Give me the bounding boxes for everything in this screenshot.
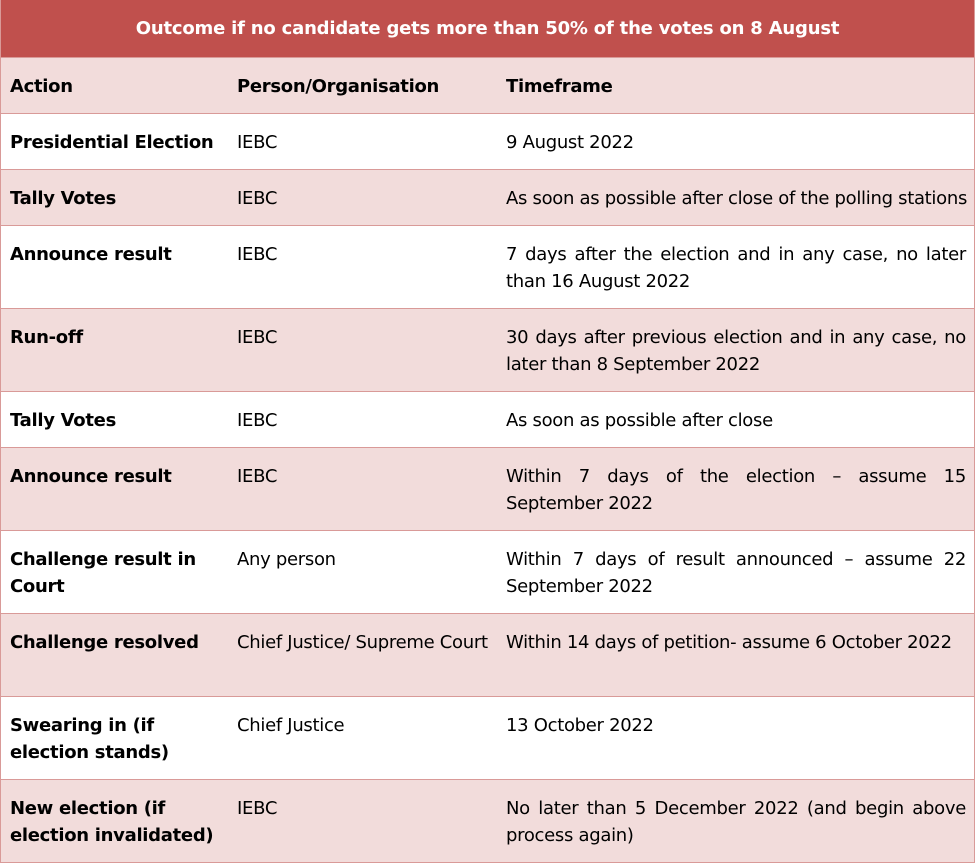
row-timeframe: No later than 5 December 2022 (and begin above process again) [506,798,966,846]
row-action: Run-off [10,327,83,348]
row-person: IEBC [237,132,278,153]
row-action: Announce result [10,466,172,487]
table-row [1,392,974,448]
row-timeframe: 30 days after previous election and in any case, no later than 8 September 2022 [506,327,966,375]
row-person: IEBC [237,410,278,431]
table-row [1,170,974,226]
row-action: Tally Votes [10,410,116,431]
header-person: Person/Organisation [237,76,440,97]
row-action: Tally Votes [10,188,116,209]
table-title: Outcome if no candidate gets more than 50% of the votes on 8 August [1,0,974,58]
row-person: IEBC [237,798,278,819]
row-timeframe: As soon as possible after close of the polling stations [506,188,968,209]
row-person: IEBC [237,188,278,209]
row-action: New election (if election invalidated) [10,798,214,846]
table-row [1,226,974,309]
row-person: Chief Justice/ Supreme Court [237,632,488,653]
row-person: IEBC [237,327,278,348]
row-action: Challenge result in Court [10,549,196,597]
header-action: Action [10,76,73,97]
row-timeframe: As soon as possible after close [506,410,773,431]
row-timeframe: Within 7 days of the election – assume 15 September 2022 [506,466,966,514]
table-header-row [1,58,974,114]
header-timeframe: Timeframe [506,76,613,97]
table-row [1,114,974,170]
row-action: Presidential Election [10,132,214,153]
row-timeframe: 13 October 2022 [506,715,654,736]
table-row [1,614,974,697]
row-timeframe: 7 days after the election and in any case, no later than 16 August 2022 [506,244,966,292]
table-row [1,531,974,614]
table-row [1,697,974,780]
row-person: Any person [237,549,336,570]
row-action: Swearing in (if election stands) [10,715,169,763]
row-timeframe: Within 7 days of result announced – assume 22 September 2022 [506,549,966,597]
table-row [1,780,974,863]
row-action: Challenge resolved [10,632,199,653]
row-person: IEBC [237,244,278,265]
table-row [1,309,974,392]
row-person: Chief Justice [237,715,345,736]
table-row [1,448,974,531]
row-timeframe: Within 14 days of petition- assume 6 October 2022 [506,632,952,653]
row-person: IEBC [237,466,278,487]
row-action: Announce result [10,244,172,265]
row-timeframe: 9 August 2022 [506,132,634,153]
